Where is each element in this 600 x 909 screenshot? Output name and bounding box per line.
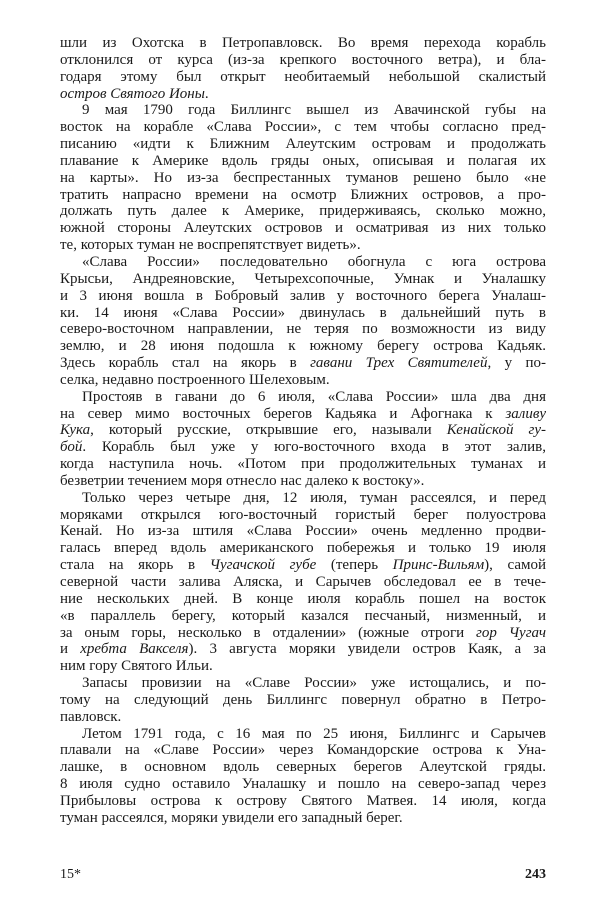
text-line [60, 641, 546, 658]
text-run: землю, и 28 июня подошла к южному берегу острова Кадьяк. [60, 338, 546, 355]
text-run: северо-восточном направлении, не теряя по возможности из виду [60, 321, 546, 338]
text-run: «в параллель берегу, который казался песчаный, низменный, и [60, 607, 546, 624]
text-line [60, 776, 546, 793]
text-run: Здесь корабль стал на якорь в [60, 355, 311, 372]
text-line [60, 220, 546, 237]
text-line [60, 52, 546, 69]
paragraph [60, 102, 546, 254]
text-line [60, 203, 546, 220]
text-run: шли из Охотска в Петропавловск. Во время перехода корабль [60, 35, 546, 51]
text-run: лашке, в основном вдоль северных берегов Алеутской гряды. [60, 759, 546, 776]
text-run: Простояв в гавани до 6 июля, «Слава России» шла два дня [82, 388, 546, 405]
text-line [60, 793, 546, 810]
text-run: безветрии течением моря отнесло нас далеко к востоку». [60, 472, 425, 489]
paragraph [60, 490, 546, 675]
text-run: Прибыловы острова к острову Святого Матвея. 14 июля, когда [60, 792, 546, 809]
text-run: на карты». Но из-за беспрестанных туманов решено было «не [60, 169, 546, 186]
text-run: . [204, 85, 209, 102]
text-line [60, 523, 546, 540]
italic-text: Кенайской гу- [446, 422, 547, 439]
text-line [60, 422, 546, 439]
text-run: стала на якорь в [60, 557, 210, 574]
text-line [60, 288, 546, 305]
text-run: ), самой [484, 557, 546, 574]
text-run: 8 июля судно оставило Уналашку и пошло на северо-запад через [60, 776, 546, 793]
text-line [60, 490, 546, 507]
text-run: за оным горы, несколько в отдалении» (южные отроги [60, 624, 476, 641]
text-run: тратить напрасно времени на осмотр Ближних островов, а про- [60, 186, 546, 203]
text-line [60, 759, 546, 776]
text-run: моряками открылся юго-восточный гористый берег полуострова [60, 506, 546, 523]
text-run: должать путь далее к Америке, придерживаясь, сколько можно, [60, 203, 546, 220]
text-line [60, 406, 546, 423]
text-line [60, 557, 546, 574]
text-line [60, 102, 546, 119]
paragraph [60, 726, 546, 827]
text-line [60, 574, 546, 591]
paragraph [60, 254, 546, 389]
text-line [60, 439, 546, 456]
text-run: ние нескольких дней. В конце июля корабль пошел на восток [60, 590, 546, 607]
text-line [60, 237, 546, 254]
text-line [60, 86, 546, 103]
text-line [60, 187, 546, 204]
text-run: Кенай. Но из-за штиля «Слава России» очень медленно продви- [60, 523, 546, 540]
text-line [60, 726, 546, 743]
text-run: годаря этому был открыт необитаемый небольшой скалистый [60, 68, 546, 85]
text-run: Запасы провизии на «Славе России» уже истощались, и по- [82, 675, 546, 692]
text-line [60, 810, 546, 827]
text-line [60, 473, 546, 490]
text-run: ). 3 августа моряки увидели остров Каяк, а за [188, 641, 547, 658]
text-line [60, 389, 546, 406]
text-run: галась вперед вдоль американского побережья и только 19 июля [60, 540, 546, 557]
text-line [60, 608, 546, 625]
text-run: . Корабль был уже у юго-восточного входа в этот залив, [82, 439, 546, 456]
paragraph [60, 675, 546, 726]
text-line [60, 372, 546, 389]
text-run: писанию «идти к Ближним Алеутским островам и продолжать [60, 136, 546, 153]
text-run: 9 мая 1790 года Биллингс вышел из Авачинской губы на [82, 102, 546, 119]
text-run: Крысьи, Андреяновские, Четырехсопочные, Умнак и Уналашку [60, 270, 546, 287]
text-line [60, 271, 546, 288]
text-run: тому на следующий день Биллингс повернул обратно в Петро- [60, 691, 546, 708]
text-line [60, 742, 546, 759]
italic-text: гор Чугач [476, 624, 546, 641]
text-run: (теперь [316, 557, 393, 574]
text-run: «Слава России» последовательно обогнула с юга острова [82, 253, 546, 270]
text-run: когда наступила ночь. «Потом при продолжительных туманах и [60, 456, 546, 473]
text-run: , который русские, открывшие его, называли [90, 422, 447, 439]
text-run: плавали на «Славе России» через Командорские острова к Уна- [60, 742, 546, 759]
page-number: 243 [525, 867, 546, 882]
text-run: и [60, 641, 81, 658]
text-line [60, 119, 546, 136]
text-line [60, 709, 546, 726]
text-run: восток на корабле «Слава России», с тем чтобы согласно пред- [60, 119, 546, 136]
text-run: северной части залива Аляска, и Сарычев обследовал ее в тече- [60, 574, 546, 590]
paragraph [60, 389, 546, 490]
text-run: Только через четыре дня, 12 июля, туман рассеялся, и перед [82, 489, 546, 506]
text-line [60, 675, 546, 692]
text-line [60, 591, 546, 608]
text-line [60, 305, 546, 322]
text-run: селка, недавно построенного Шелеховым. [60, 371, 330, 388]
signature-mark: 15* [60, 867, 81, 882]
italic-text: Принс-Вильям [392, 557, 485, 574]
text-run: ним гору Святого Ильи. [60, 658, 213, 675]
text-line [60, 69, 546, 86]
text-line [60, 170, 546, 187]
italic-text: гавани Трех Святителей [310, 355, 488, 372]
body-text [60, 35, 546, 827]
text-line [60, 254, 546, 271]
text-run: южной стороны Алеутских островов и осматривая из них только [60, 220, 546, 237]
text-line [60, 136, 546, 153]
text-run: отклонился от курса (из-за крепкого восточного ветра), и бла- [60, 51, 546, 68]
italic-text: остров Святого Ионы [60, 85, 205, 102]
text-run: на север мимо восточных берегов Кадьяка и Афогнака к [60, 405, 506, 422]
text-run: и 3 июня вошла в Бобровый залив у восточного берега Уналаш- [60, 287, 546, 304]
italic-text: Чугачской губе [209, 557, 317, 574]
text-line [60, 507, 546, 524]
text-line [60, 456, 546, 473]
text-line [60, 35, 546, 52]
text-line [60, 338, 546, 355]
text-run: , у по- [487, 355, 546, 372]
text-run: Летом 1791 года, с 16 мая по 25 июня, Биллингс и Сарычев [82, 725, 546, 742]
text-line [60, 153, 546, 170]
text-line [60, 540, 546, 557]
text-line [60, 692, 546, 709]
text-run: те, которых туман не воспрепятствует видеть». [60, 237, 361, 254]
paragraph [60, 35, 546, 102]
text-line [60, 625, 546, 642]
italic-text: хребта Вакселя [80, 641, 189, 658]
italic-text: Кука [60, 422, 91, 439]
text-run: туман рассеялся, моряки увидели его западный берег. [60, 809, 403, 826]
text-line [60, 355, 546, 372]
text-line [60, 321, 546, 338]
italic-text: заливу [505, 405, 546, 422]
text-run: ки. 14 июня «Слава России» двинулась в дальнейший путь в [60, 304, 546, 321]
text-run: плавание к Америке вдоль гряды оных, описывая и полагая их [60, 152, 546, 169]
text-run: павловск. [60, 708, 122, 725]
text-line [60, 658, 546, 675]
italic-text: бой [60, 439, 83, 456]
